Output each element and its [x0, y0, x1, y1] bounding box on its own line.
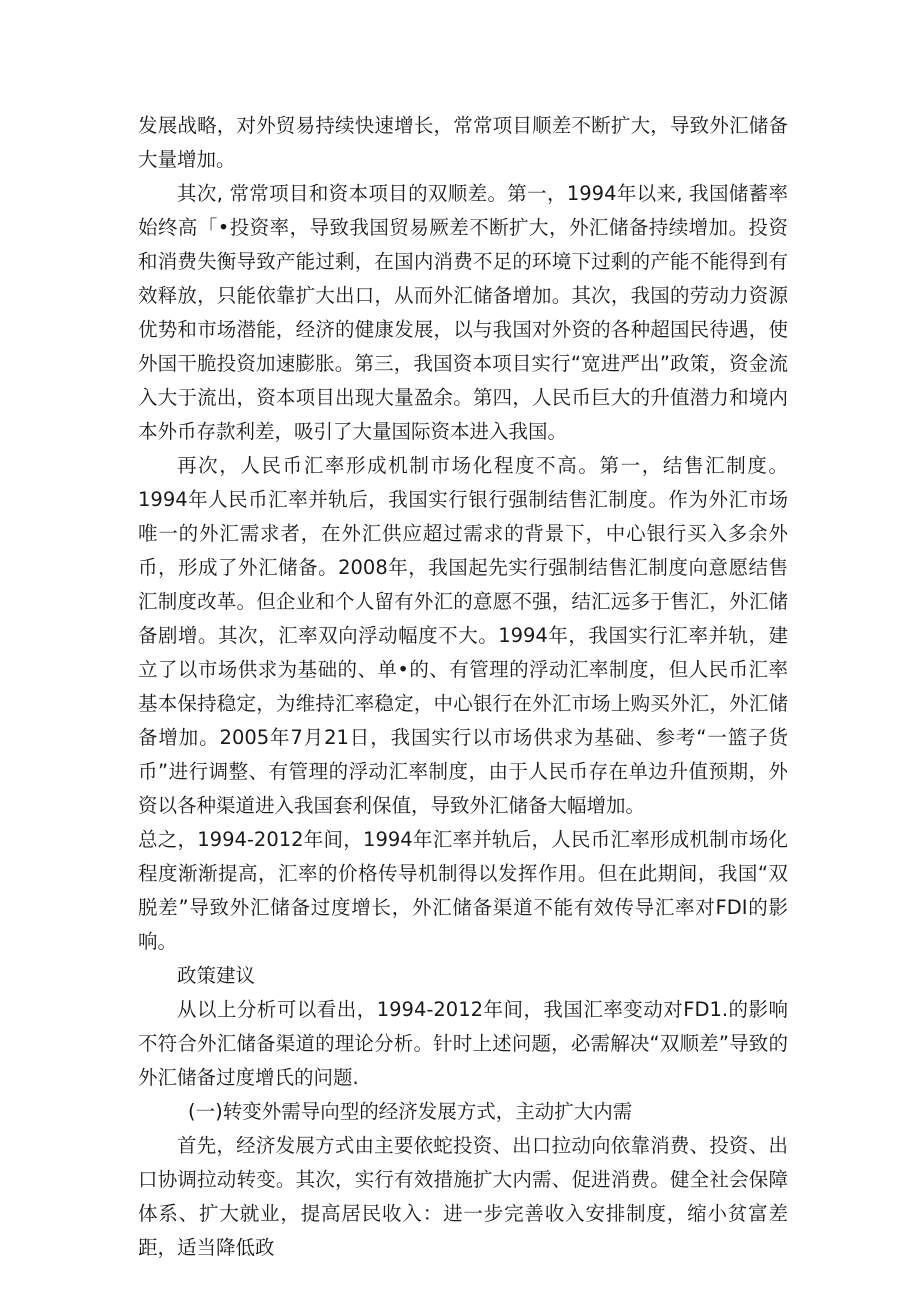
section-heading-policy: 政策建议 — [177, 964, 256, 987]
paragraph-exchange-rate-mechanism: 再次，人民币汇率形成机制市场化程度不高。第一，结售汇制度。1994年人民币汇率并轨后，我国实行银行强制结售汇制度。作为外汇市场唯一的外汇需求者，在外汇供应超过需求的背景下，中心银行买入多余外币，形成了外汇储备。2008年，我国起先实行强制结售汇制度向意愿结售汇制度改革。但企业和个人留有外汇的意愿不强，结汇远多于售汇，外汇储备剧增。其次，汇率双向浮动幅度不大。1994年，我国实行汇率并轨，建立了以市场供求为基础的、单•的、有管理的浮动汇率制度，但人民币汇率基本保持稳定，为维持汇率稳定，中心银行在外汇市场上购买外汇，外汇储备增加。2005年7月21日，我国实行以市场供求为基础、参考“一篮子货币”进行调整、有管理的浮动汇率制度，由于人民币存在单边升值预期，外资以各种渠道进入我国套利保值，导致外汇储备大幅增加。 — [138, 454, 788, 817]
paragraph-policy-intro: 从以上分析可以看出，1994-2012年间，我国汇率变动对FD1.的影响不符合外汇储备渠道的理论分析。针时上述问题，必需解决“双顺差”导致的外汇储备过度增氏的问题. — [138, 998, 788, 1089]
paragraph-policy-detail: 首先，经济发展方式由主要依蛇投资、出口拉动向依靠消费、投资、出口协调拉动转变。其次，实行有效措施扩大内需、促进消费。健全社会保障体系、扩大就业，提高居民收入：进一步完善收入安排制度，缩小贫富差距，适当降低政 — [138, 1134, 788, 1259]
paragraph-continuation: 发展战略，对外贸易持续快速增长，常常项目顺差不断扩大，导致外汇储备大量增加。 — [138, 114, 788, 171]
paragraph-summary: 总之，1994-2012年间，1994年汇率并轨后，人民币汇率形成机制市场化程度渐渐提高，汇率的价格传导机制得以发挥作用。但在此期间，我国“双脱差”导致外汇储备过度增长，外汇储备渠道不能有效传导汇率对FDI的影响。 — [138, 828, 788, 953]
subsection-heading-1: (一)转变外需导向型的经济发展方式，主动扩大内需 — [188, 1100, 633, 1123]
paragraph-double-surplus: 其次, 常常项目和资本项目的双顺差。第一，1994年以来, 我国储蓄率始终高「•投资率，导致我国贸易厥差不断扩大，外汇储备持续增加。投资和消费失衡导致产能过剩，在国内消费不足的环境下过剩的产能不能得到有效释放，只能依靠扩大出口，从而外汇储备增加。其次，我国的劳动力资源优势和市场潜能，经济的健康发展，以与我国对外资的各种超国民待遇，使外国干脆投资加速膨胀。第三，我国资本项目实行“宽进严出”政策，资金流入大于流出，资本项目出现大量盈余。第四，人民币巨大的升值潜力和境内本外币存款利差，吸引了大量国际资本进入我国。 — [138, 182, 788, 443]
document-body — [138, 109, 788, 1265]
